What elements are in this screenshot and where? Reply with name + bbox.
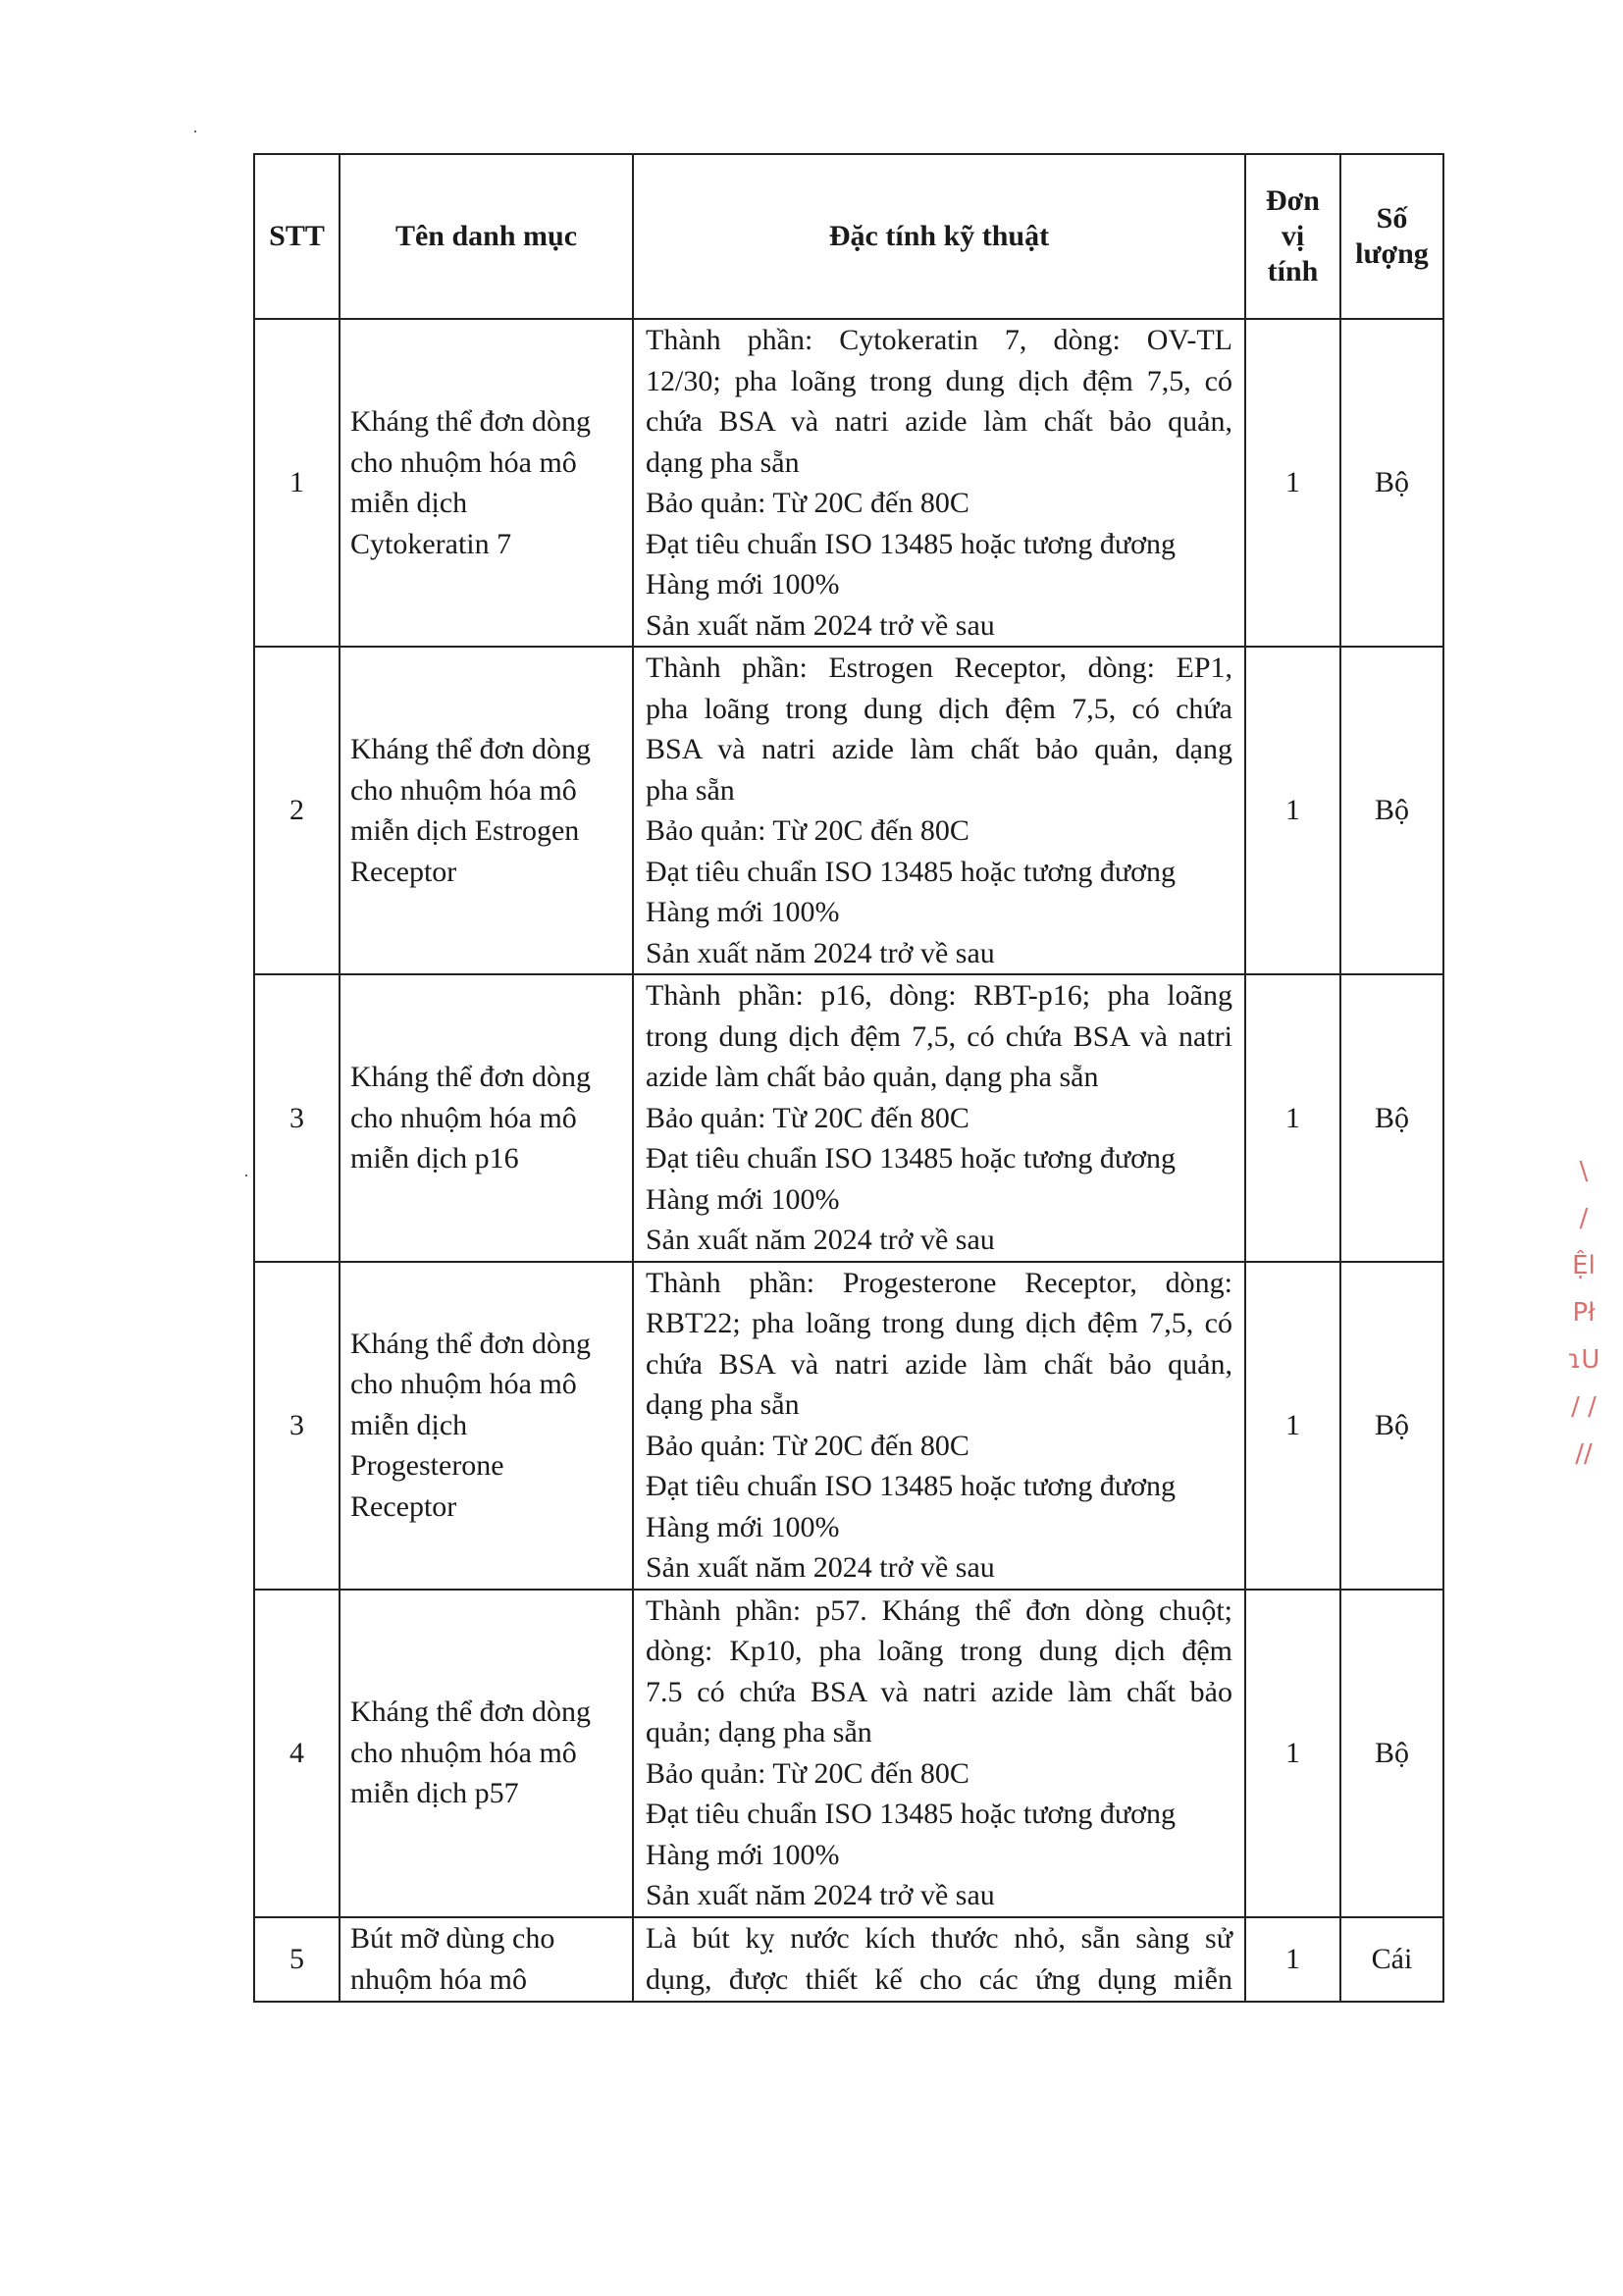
header-qty-line: Số xyxy=(1376,202,1408,235)
spec-line: RBT22; pha loãng trong dung dịch đệm 7,5, có xyxy=(646,1307,1232,1339)
cell-stt: 5 xyxy=(254,1917,340,2002)
item-name-line: Kháng thể đơn dòng xyxy=(350,733,591,765)
spec-line: pha loãng trong dung dịch đệm 7,5, có chứa xyxy=(646,692,1232,725)
item-name-line: miễn dịch p57 xyxy=(350,1777,519,1810)
spec-line: chứa BSA và natri azide làm chất bảo quản, xyxy=(646,1347,1232,1381)
red-stamp-fragment xyxy=(1564,1148,1603,1478)
cell-item-name xyxy=(340,1917,633,2002)
spec-line: dòng: Kp10, pha loãng trong dung dịch đệm xyxy=(646,1635,1232,1667)
item-name-line: Kháng thể đơn dòng xyxy=(350,405,591,438)
cell-spec xyxy=(633,1262,1245,1590)
spec-line: Thành phần: Cytokeratin 7, dòng: OV-TL xyxy=(646,324,1232,356)
item-name-line: cho nhuộm hóa mô xyxy=(350,445,577,479)
spec-line: Thành phần: Progesterone Receptor, dòng: xyxy=(646,1266,1232,1299)
table-row xyxy=(254,647,1443,974)
spec-line: Hàng mới 100% xyxy=(646,1182,840,1216)
item-name-line: Kháng thể đơn dòng xyxy=(350,1696,591,1729)
spec-line: Thành phần: p57. Kháng thể đơn dòng chuột; xyxy=(646,1593,1232,1627)
spec-line: Đạt tiêu chuẩn ISO 13485 hoặc tương đương xyxy=(646,1142,1176,1174)
cell-spec xyxy=(633,974,1245,1262)
cell-spec xyxy=(633,1590,1245,1917)
item-name-line: Progesterone xyxy=(350,1449,504,1483)
spec-line: BSA và natri azide làm chất bảo quản, dạng xyxy=(646,733,1232,765)
spec-line: Sản xuất năm 2024 trở về sau xyxy=(646,1224,995,1256)
cell-item-name xyxy=(340,1262,633,1590)
cell-spec xyxy=(633,1917,1245,2002)
spec-line: dạng pha sẵn xyxy=(646,445,800,479)
cell-spec xyxy=(633,647,1245,974)
header-name: Tên danh mục xyxy=(340,154,633,319)
item-name-line: cho nhuộm hóa mô xyxy=(350,1736,577,1769)
spec-line: Sản xuất năm 2024 trở về sau xyxy=(646,1879,995,1911)
cell-qty: Bộ xyxy=(1340,974,1443,1262)
header-spec: Đặc tính kỹ thuật xyxy=(633,154,1245,319)
cell-qty: Bộ xyxy=(1340,647,1443,974)
spec-line: 7.5 có chứa BSA và natri azide làm chất bảo xyxy=(646,1675,1232,1708)
cell-qty: Cái xyxy=(1340,1917,1443,2002)
stamp-text: \ xyxy=(1579,1157,1589,1186)
spec-line: Bảo quản: Từ 20C đến 80C xyxy=(646,1429,969,1462)
spec-line: quản; dạng pha sẵn xyxy=(646,1716,872,1748)
spec-line: Hàng mới 100% xyxy=(646,1838,840,1871)
item-name-line: Receptor xyxy=(350,855,457,888)
cell-stt: 3 xyxy=(254,974,340,1262)
cell-spec xyxy=(633,319,1245,647)
table-row xyxy=(254,974,1443,1262)
spec-line: Đạt tiêu chuẩn ISO 13485 hoặc tương đương xyxy=(646,527,1176,560)
spec-line: azide làm chất bảo quản, dạng pha sẵn xyxy=(646,1061,1099,1093)
stamp-text: / xyxy=(1579,1204,1589,1233)
item-name-line: cho nhuộm hóa mô xyxy=(350,773,577,807)
item-name-line: cho nhuộm hóa mô xyxy=(350,1368,577,1401)
spec-line: trong dung dịch đệm 7,5, có chứa BSA và natri xyxy=(646,1019,1232,1053)
header-row xyxy=(254,154,1443,319)
cell-unit: 1 xyxy=(1245,1262,1340,1590)
item-name-line: miễn dịch p16 xyxy=(350,1142,519,1174)
cell-qty: Bộ xyxy=(1340,1590,1443,1917)
item-name-line: miễn dịch xyxy=(350,1408,468,1441)
spec-line: dụng, được thiết kế cho các ứng dụng miễn xyxy=(646,1962,1232,1996)
item-name-line: miễn dịch Estrogen xyxy=(350,814,580,847)
spec-line: pha sẵn xyxy=(646,773,735,807)
header-qty-line: lượng xyxy=(1355,237,1429,270)
spec-line: Sản xuất năm 2024 trở về sau xyxy=(646,936,995,969)
spec-line: Sản xuất năm 2024 trở về sau xyxy=(646,608,995,642)
item-name-line: Kháng thể đơn dòng xyxy=(350,1327,591,1360)
cell-stt: 4 xyxy=(254,1590,340,1917)
item-name-line: Bút mỡ dùng cho xyxy=(350,1922,555,1955)
item-name-line: miễn dịch xyxy=(350,487,468,519)
specification-table xyxy=(253,153,1444,2003)
cell-unit: 1 xyxy=(1245,319,1340,647)
cell-qty: Bộ xyxy=(1340,319,1443,647)
cell-stt: 2 xyxy=(254,647,340,974)
cell-item-name xyxy=(340,974,633,1262)
cell-item-name xyxy=(340,1590,633,1917)
stamp-text: Pł xyxy=(1572,1298,1596,1328)
stamp-text: Ệl xyxy=(1572,1251,1596,1280)
header-qty xyxy=(1340,154,1443,319)
item-name-line: Cytokeratin 7 xyxy=(350,527,512,560)
header-unit-line: Đơn xyxy=(1266,184,1320,217)
table-row xyxy=(254,319,1443,647)
cell-item-name xyxy=(340,647,633,974)
item-name-line: Receptor xyxy=(350,1489,457,1523)
spec-line: Bảo quản: Từ 20C đến 80C xyxy=(646,1756,969,1790)
header-stt: STT xyxy=(254,154,340,319)
spec-line: 12/30; pha loãng trong dung dịch đệm 7,5, có xyxy=(646,364,1232,397)
spec-line: Thành phần: p16, dòng: RBT-p16; pha loãng xyxy=(646,979,1232,1012)
table-row xyxy=(254,1590,1443,1917)
stamp-text: / / xyxy=(1571,1392,1597,1422)
spec-line: Hàng mới 100% xyxy=(646,896,840,928)
scan-speck xyxy=(194,130,196,132)
cell-unit: 1 xyxy=(1245,647,1340,974)
spec-line: Bảo quản: Từ 20C đến 80C xyxy=(646,814,969,847)
table-row xyxy=(254,1262,1443,1590)
spec-line: Đạt tiêu chuẩn ISO 13485 hoặc tương đương xyxy=(646,1470,1176,1502)
spec-line: Đạt tiêu chuẩn ISO 13485 hoặc tương đương xyxy=(646,855,1176,888)
item-name-line: cho nhuộm hóa mô xyxy=(350,1101,577,1134)
header-unit-line: tính xyxy=(1267,255,1319,287)
spec-line: Hàng mới 100% xyxy=(646,568,840,600)
item-name-line: nhuộm hóa mô xyxy=(350,1962,527,1996)
spec-line: Thành phần: Estrogen Receptor, dòng: EP1, xyxy=(646,652,1232,684)
cell-unit: 1 xyxy=(1245,1917,1340,2002)
spec-line: Bảo quản: Từ 20C đến 80C xyxy=(646,487,969,519)
spec-line: Bảo quản: Từ 20C đến 80C xyxy=(646,1101,969,1134)
spec-line: chứa BSA và natri azide làm chất bảo quản, xyxy=(646,405,1232,438)
spec-line: dạng pha sẵn xyxy=(646,1388,800,1421)
stamp-text: // xyxy=(1575,1439,1593,1469)
spec-line: Sản xuất năm 2024 trở về sau xyxy=(646,1551,995,1584)
stamp-text: ɿU xyxy=(1567,1345,1600,1375)
item-name-line: Kháng thể đơn dòng xyxy=(350,1061,591,1093)
header-unit-line: vị xyxy=(1281,220,1305,252)
table-row xyxy=(254,1917,1443,2002)
cell-qty: Bộ xyxy=(1340,1262,1443,1590)
cell-unit: 1 xyxy=(1245,974,1340,1262)
cell-unit: 1 xyxy=(1245,1590,1340,1917)
table-body xyxy=(254,319,1443,2002)
cell-stt: 3 xyxy=(254,1262,340,1590)
cell-stt: 1 xyxy=(254,319,340,647)
spec-line: Là bút kỵ nước kích thước nhỏ, sẵn sàng sử xyxy=(646,1922,1232,1955)
scan-speck xyxy=(245,1174,247,1176)
spec-line: Đạt tiêu chuẩn ISO 13485 hoặc tương đương xyxy=(646,1798,1176,1830)
cell-item-name xyxy=(340,319,633,647)
spec-line: Hàng mới 100% xyxy=(646,1510,840,1543)
header-unit xyxy=(1245,154,1340,319)
